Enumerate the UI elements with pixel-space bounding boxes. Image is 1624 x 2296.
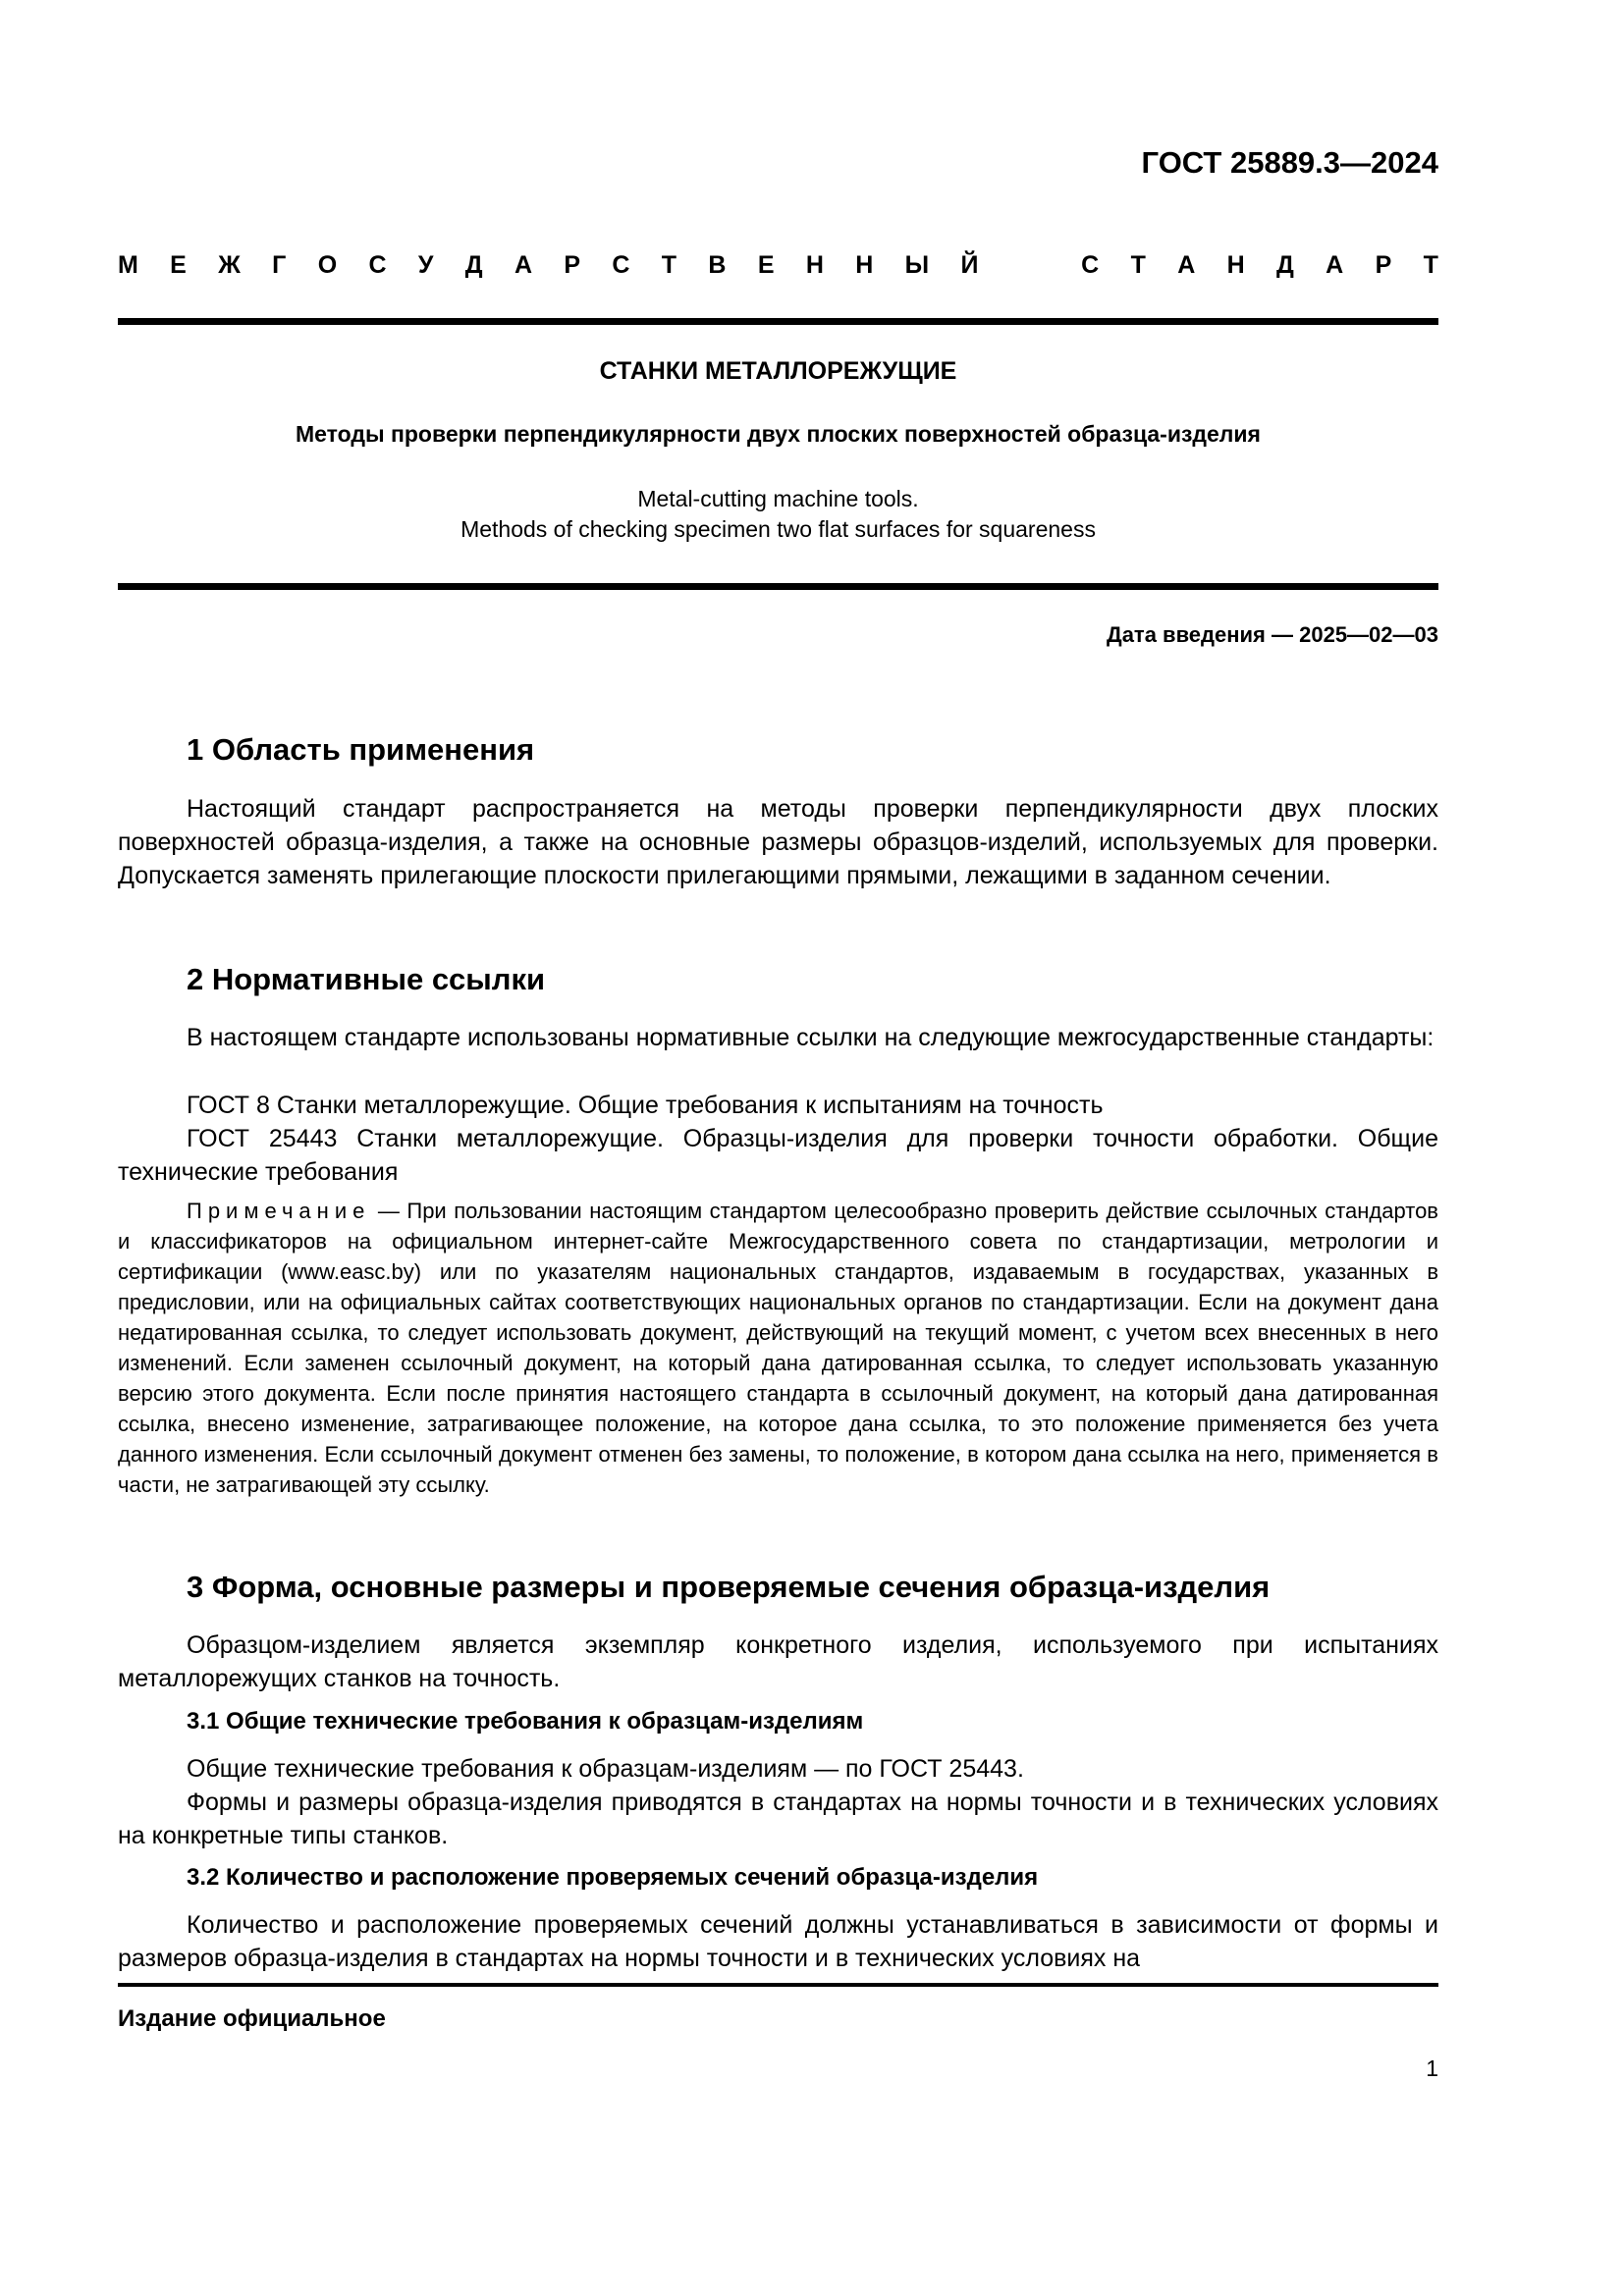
section-3-heading: 3 Форма, основные размеры и проверяемые сечения образца-изделия bbox=[187, 1570, 1271, 1604]
standard-type-letter: Т bbox=[1423, 251, 1438, 279]
section-1-paragraph: Настоящий стандарт распространяется на методы проверки перпендикулярности двух плоских поверхностей образца-изделия, а также на основные размеры образцов-изделий, используемых для проверки. Допускается заменять прилегающие плоскости прилегающими прямыми, лежащими в заданном сечении. bbox=[118, 795, 1438, 889]
footer-rule bbox=[118, 1983, 1438, 1987]
title-subtitle: Методы проверки перпендикулярности двух плоских поверхностей образца-изделия bbox=[296, 421, 1261, 447]
standard-type-letter: Н bbox=[805, 251, 824, 279]
standard-type-letter: А bbox=[514, 251, 533, 279]
section-2-intro: В настоящем стандарте использованы нормативные ссылки на следующие межгосударственные стандарты: bbox=[187, 1024, 1435, 1051]
top-rule bbox=[118, 318, 1438, 325]
standard-type-letter: Ы bbox=[904, 251, 930, 279]
standard-type-letter: Т bbox=[1130, 251, 1146, 279]
standard-type-letter: Т bbox=[661, 251, 677, 279]
standard-type-letter: О bbox=[317, 251, 338, 279]
standard-type-letter: У bbox=[417, 251, 434, 279]
standard-type-letter: Н bbox=[855, 251, 874, 279]
section-3-2-heading: 3.2 Количество и расположение проверяемых сечений образца-изделия bbox=[187, 1864, 1039, 1891]
standard-type-letter: С bbox=[368, 251, 387, 279]
reference-gost-25443: ГОСТ 25443 Станки металлорежущие. Образцы-изделия для проверки точности обработки. Общие технические требования bbox=[118, 1125, 1438, 1186]
standard-type-letter: А bbox=[1177, 251, 1196, 279]
page-number: 1 bbox=[1426, 2056, 1438, 2081]
section-3-1-heading: 3.1 Общие технические требования к образцам-изделиям bbox=[187, 1708, 864, 1735]
standard-type-letter: Й bbox=[960, 251, 979, 279]
standard-type-letter: М bbox=[118, 251, 138, 279]
section-3-2-paragraph: Количество и расположение проверяемых сечений должны устанавливаться в зависимости от формы и размеров образца-изделия в стандартах на нормы точности и в технических условиях на bbox=[118, 1911, 1438, 1972]
note-label: Примечание bbox=[187, 1199, 371, 1223]
section-2-heading: 2 Нормативные ссылки bbox=[187, 962, 546, 996]
standard-type-letter: Ж bbox=[218, 251, 241, 279]
section-3-paragraph: Образцом-изделием является экземпляр конкретного изделия, используемого при испытаниях металлорежущих станков на точность. bbox=[118, 1631, 1438, 1692]
reference-gost-8: ГОСТ 8 Станки металлорежущие. Общие требования к испытаниям на точность bbox=[187, 1092, 1104, 1119]
standard-type-letter: Е bbox=[757, 251, 775, 279]
title-english bbox=[118, 484, 1438, 545]
date-of-introduction: Дата введения — 2025—02—03 bbox=[1107, 622, 1438, 647]
standard-type-letter: Е bbox=[170, 251, 187, 279]
section-1-heading: 1 Область применения bbox=[187, 732, 535, 767]
standard-type-letter: Д bbox=[464, 251, 483, 279]
title-english-line1: Metal-cutting machine tools. bbox=[637, 486, 919, 511]
title-bottom-rule bbox=[118, 583, 1438, 590]
note-text: — При пользовании настоящим стандартом целесообразно проверить действие ссылочных стандартов и классификаторов на официальном интернет-сайте Межгосударственного совета по стандартизации, метрологии и сертификации (www.easc.by) или по указателям национальных стандартов, издаваемым в государствах, указанных в предисловии, или на официальных сайтах соответствующих национальных органов по стандартизации. Если на документ дана недатированная ссылка, то следует использовать документ, действующий на текущий момент, с учетом всех внесенных в него изменений. Если заменен ссылочный документ, на который дана датированная ссылка, то следует использовать указанную версию этого документа. Если после принятия настоящего стандарта в ссылочный документ, на который дана датированная ссылка, внесено изменение, затрагивающее положение, на которое дана ссылка, то это положение применяется без учета данного изменения. Если ссылочный документ отменен без замены, то положение, в котором дана ссылка на него, применяется в части, не затрагивающей эту ссылку. bbox=[118, 1199, 1438, 1497]
standard-type-letter: Н bbox=[1226, 251, 1245, 279]
standard-type-letter: Р bbox=[1375, 251, 1392, 279]
section-2-note bbox=[118, 1196, 1438, 1500]
edition-label: Издание официальное bbox=[118, 2005, 386, 2032]
standard-type-letter: В bbox=[708, 251, 727, 279]
standard-type-letter: А bbox=[1326, 251, 1344, 279]
standard-type-letter: Р bbox=[564, 251, 581, 279]
standard-type-heading bbox=[118, 251, 1438, 280]
standard-type-letter: С bbox=[612, 251, 630, 279]
standard-type-letter: Г bbox=[272, 251, 287, 279]
section-3-1-paragraph-2: Формы и размеры образца-изделия приводятся в стандартах на нормы точности и в технических условиях на конкретные типы станков. bbox=[118, 1789, 1438, 1849]
standard-type-letter: С bbox=[1081, 251, 1100, 279]
standard-type-letter bbox=[1010, 251, 1050, 280]
title-english-line2: Methods of checking specimen two flat surfaces for squareness bbox=[460, 516, 1096, 542]
document-number: ГОСТ 25889.3—2024 bbox=[1141, 145, 1438, 180]
title-main: СТАНКИ МЕТАЛЛОРЕЖУЩИЕ bbox=[599, 357, 957, 385]
standard-type-letter: Д bbox=[1276, 251, 1294, 279]
section-3-1-paragraph-1: Общие технические требования к образцам-изделиям — по ГОСТ 25443. bbox=[187, 1755, 1024, 1783]
